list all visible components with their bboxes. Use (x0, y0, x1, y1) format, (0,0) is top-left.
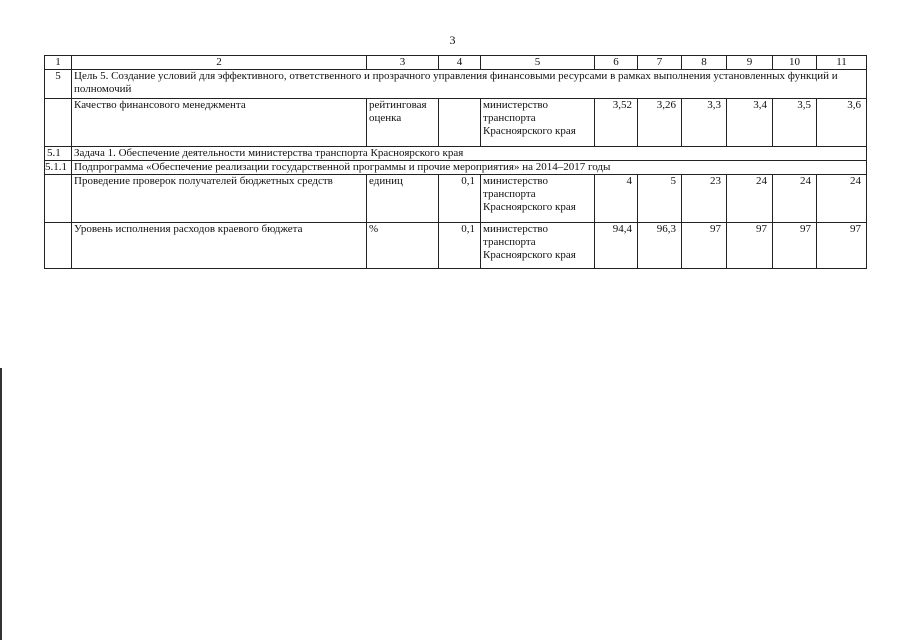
indicator-weight (439, 99, 481, 147)
value-cell: 97 (727, 223, 773, 269)
goal-text: Цель 5. Создание условий для эффективного, ответственного и прозрачного управления финансовыми ресурсами в рамках выполнения установленных функций и полномочий (72, 70, 867, 99)
header-cell: 1 (45, 56, 72, 70)
indicator-source: министерство транспорта Красноярского края (481, 99, 595, 147)
indicator-unit: рейтинговая оценка (367, 99, 439, 147)
subprogram-text: Подпрограмма «Обеспечение реализации государственной программы и прочие мероприятия» на 2014–2017 годы (72, 161, 867, 175)
page-number: 3 (449, 33, 456, 47)
header-cell: 6 (595, 56, 638, 70)
value-cell: 5 (638, 175, 682, 223)
table-row (45, 175, 867, 223)
table-row (45, 99, 867, 147)
indicator-name: Уровень исполнения расходов краевого бюджета (72, 223, 367, 269)
value-cell: 24 (817, 175, 867, 223)
value-cell: 3,5 (773, 99, 817, 147)
row-number (45, 223, 72, 269)
header-cell: 11 (817, 56, 867, 70)
value-cell: 94,4 (595, 223, 638, 269)
header-row (45, 56, 867, 70)
indicator-source: министерство транспорта Красноярского края (481, 223, 595, 269)
task-text: Задача 1. Обеспечение деятельности министерства транспорта Красноярского края (72, 147, 867, 161)
value-cell: 97 (773, 223, 817, 269)
header-cell: 3 (367, 56, 439, 70)
indicator-weight: 0,1 (439, 175, 481, 223)
value-cell: 3,6 (817, 99, 867, 147)
subprogram-number: 5.1.1 (45, 161, 72, 175)
value-cell: 3,52 (595, 99, 638, 147)
header-cell: 5 (481, 56, 595, 70)
value-cell: 3,26 (638, 99, 682, 147)
row-number (45, 175, 72, 223)
header-cell: 8 (682, 56, 727, 70)
value-cell: 97 (817, 223, 867, 269)
header-cell: 9 (727, 56, 773, 70)
value-cell: 3,3 (682, 99, 727, 147)
row-number (45, 99, 72, 147)
header-cell: 4 (439, 56, 481, 70)
value-cell: 97 (682, 223, 727, 269)
indicator-name: Проведение проверок получателей бюджетных средств (72, 175, 367, 223)
indicator-unit: единиц (367, 175, 439, 223)
table-row (45, 223, 867, 269)
indicators-table (44, 55, 867, 269)
value-cell: 3,4 (727, 99, 773, 147)
task-number: 5.1 (45, 147, 72, 161)
value-cell: 4 (595, 175, 638, 223)
goal-row (45, 70, 867, 99)
goal-number: 5 (45, 70, 72, 99)
header-cell: 10 (773, 56, 817, 70)
value-cell: 96,3 (638, 223, 682, 269)
scan-edge-line (0, 368, 2, 640)
value-cell: 23 (682, 175, 727, 223)
header-cell: 7 (638, 56, 682, 70)
indicator-unit: % (367, 223, 439, 269)
indicator-source: министерство транспорта Красноярского края (481, 175, 595, 223)
indicator-name: Качество финансового менеджмента (72, 99, 367, 147)
subprogram-row (45, 161, 867, 175)
indicator-weight: 0,1 (439, 223, 481, 269)
value-cell: 24 (727, 175, 773, 223)
task-row (45, 147, 867, 161)
header-cell: 2 (72, 56, 367, 70)
value-cell: 24 (773, 175, 817, 223)
